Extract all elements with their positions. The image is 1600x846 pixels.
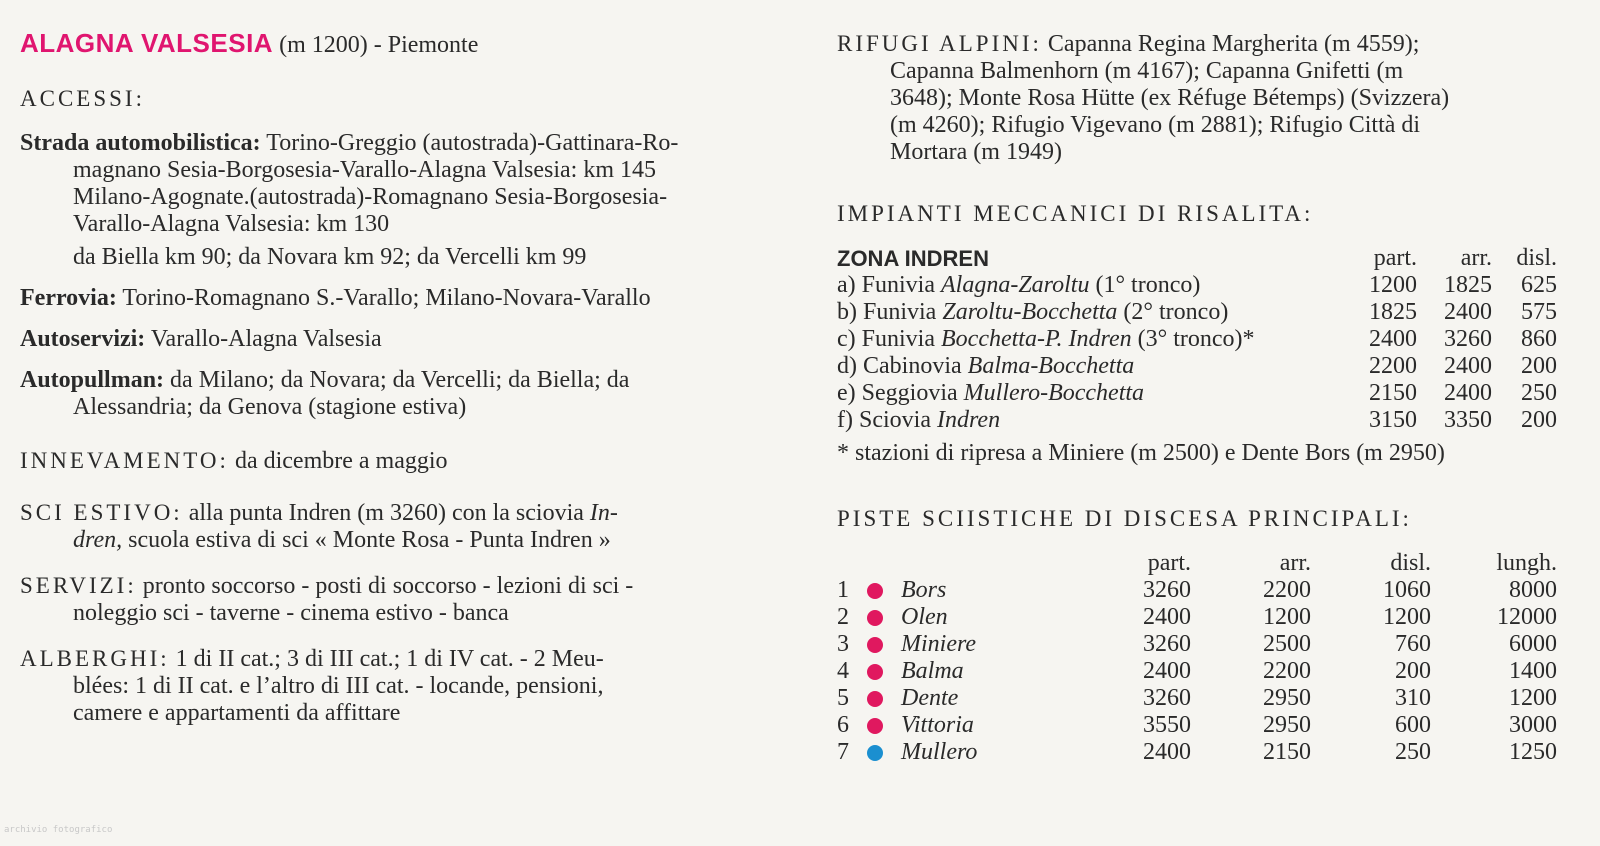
- autopullman-label: Autopullman:: [20, 367, 165, 393]
- pista-part: 3260: [1143, 685, 1191, 711]
- pista-name: Balma: [901, 658, 964, 684]
- autoservizi-section: [20, 326, 750, 353]
- impianto-part: 2150: [1369, 380, 1417, 406]
- pista-marker: [867, 631, 901, 658]
- servizi-label: SERVIZI:: [20, 573, 137, 598]
- impianto-name: Balma-Bocchetta: [967, 353, 1135, 379]
- pista-part: 3260: [1143, 577, 1191, 603]
- impianto-type: Sciovia: [858, 407, 931, 433]
- strada-line: Milano-Agognate.(autostrada)-Romagnano Sesia-Borgosesia-: [73, 184, 668, 210]
- difficulty-dot-icon: [867, 718, 883, 734]
- pista-disl: 310: [1395, 685, 1431, 711]
- alberghi-line: camere e appartamenti da affittare: [73, 700, 401, 726]
- impianti-header-row: [837, 245, 1557, 272]
- sci-estivo-text: alla punta Indren (m 3260) con la sciovia: [182, 500, 590, 526]
- difficulty-dot-icon: [867, 691, 883, 707]
- pista-number: 1: [837, 577, 849, 603]
- piste-header-row: [837, 550, 1557, 577]
- pista-row: [837, 631, 1557, 658]
- left-column: [20, 30, 750, 727]
- pista-arr: 2500: [1263, 631, 1311, 657]
- impianto-letter: b): [837, 299, 857, 325]
- right-column: [837, 30, 1572, 766]
- pista-number: 3: [837, 631, 849, 657]
- impianto-row: [837, 299, 1557, 326]
- impianto-type: Cabinovia: [863, 353, 962, 379]
- pista-part: 2400: [1143, 604, 1191, 630]
- impianto-disl: 200: [1521, 353, 1557, 379]
- autopullman-text: da Milano; da Novara; da Vercelli; da Biella; da: [164, 367, 630, 393]
- pista-name: Olen: [901, 604, 948, 630]
- sci-estivo-label: SCI ESTIVO:: [20, 500, 183, 525]
- impianto-part: 1825: [1369, 299, 1417, 325]
- pista-name: Miniere: [901, 631, 977, 657]
- pista-row: [837, 739, 1557, 766]
- pista-disl: 200: [1395, 658, 1431, 684]
- impianto-desc: [837, 407, 1342, 434]
- pista-name: Vittoria: [901, 712, 974, 738]
- impianto-part: 3150: [1369, 407, 1417, 433]
- pista-number: 4: [837, 658, 849, 684]
- pista-number: 2: [837, 604, 849, 630]
- innevamento-text: da dicembre a maggio: [228, 448, 448, 474]
- impianti-heading: IMPIANTI MECCANICI DI RISALITA:: [837, 201, 1314, 226]
- pista-lungh: 3000: [1509, 712, 1557, 738]
- strada-label: Strada automobilistica:: [20, 130, 261, 156]
- pista-lungh: 1400: [1509, 658, 1557, 684]
- pista-part: 2400: [1143, 739, 1191, 765]
- impianti-footnote: * stazioni di ripresa a Miniere (m 2500) e Dente Bors (m 2950): [837, 440, 1445, 466]
- strada-line: magnano Sesia-Borgosesia-Varallo-Alagna Valsesia: km 145: [73, 157, 656, 183]
- zona-label: ZONA INDREN: [837, 246, 989, 271]
- pista-lungh: 12000: [1497, 604, 1557, 630]
- watermark: archivio fotografico: [4, 825, 113, 835]
- pista-disl: 1200: [1383, 604, 1431, 630]
- strada-text: Torino-Greggio (autostrada)-Gattinara-Ro-: [260, 130, 679, 156]
- pista-marker: [867, 712, 901, 739]
- impianto-type: Funivia: [861, 272, 935, 298]
- pista-name: Dente: [901, 685, 959, 711]
- impianto-part: 2400: [1369, 326, 1417, 352]
- pista-marker: [867, 685, 901, 712]
- col-header: arr.: [1460, 245, 1492, 271]
- pista-number: 5: [837, 685, 849, 711]
- pista-part: 2400: [1143, 658, 1191, 684]
- pista-row: [837, 685, 1557, 712]
- autoservizi-text: Varallo-Alagna Valsesia: [145, 326, 382, 352]
- impianto-note: (1° tronco): [1095, 272, 1201, 298]
- autopullman-line: Alessandria; da Genova (stagione estiva): [73, 394, 467, 420]
- pista-lungh: 8000: [1509, 577, 1557, 603]
- page-title: ALAGNA VALSESIA: [20, 28, 274, 58]
- impianto-row: [837, 272, 1557, 299]
- pista-number: 7: [837, 739, 849, 765]
- pista-disl: 250: [1395, 739, 1431, 765]
- impianto-desc: [837, 380, 1342, 407]
- sci-estivo-ital: In-: [589, 500, 618, 526]
- pista-part: 3550: [1143, 712, 1191, 738]
- pista-part: 3260: [1143, 631, 1191, 657]
- innevamento-label: INNEVAMENTO:: [20, 448, 229, 473]
- rifugi-line: 3648); Monte Rosa Hütte (ex Réfuge Bétemps) (Svizzera): [890, 85, 1450, 111]
- impianto-desc: [837, 299, 1342, 326]
- impianto-disl: 200: [1521, 407, 1557, 433]
- impianto-arr: 1825: [1444, 272, 1492, 298]
- pista-lungh: 1200: [1509, 685, 1557, 711]
- pista-marker: [867, 604, 901, 631]
- autopullman-section: [20, 367, 750, 421]
- alberghi-section: [20, 645, 750, 727]
- pista-row: [837, 712, 1557, 739]
- pista-arr: 1200: [1263, 604, 1311, 630]
- strada-section: [20, 130, 750, 271]
- servizi-text: pronto soccorso - posti di soccorso - lezioni di sci -: [136, 573, 634, 599]
- piste-heading: PISTE SCIISTICHE DI DISCESA PRINCIPALI:: [837, 506, 1412, 531]
- difficulty-dot-icon: [867, 583, 883, 599]
- accessi-heading: ACCESSI:: [20, 86, 145, 111]
- autoservizi-label: Autoservizi:: [20, 326, 146, 352]
- difficulty-dot-icon: [867, 610, 883, 626]
- impianto-note: (2° tronco): [1123, 299, 1229, 325]
- impianto-row: [837, 380, 1557, 407]
- innevamento-section: [20, 447, 750, 475]
- impianto-name: Mullero-Bocchetta: [963, 380, 1145, 406]
- servizi-line: noleggio sci - taverne - cinema estivo - banca: [73, 600, 509, 626]
- pista-disl: 1060: [1383, 577, 1431, 603]
- pista-row: [837, 604, 1557, 631]
- impianto-arr: 2400: [1444, 299, 1492, 325]
- servizi-section: [20, 572, 750, 627]
- impianto-letter: c): [837, 326, 856, 352]
- impianto-disl: 250: [1521, 380, 1557, 406]
- sci-estivo-ital: dren,: [73, 527, 123, 553]
- pista-lungh: 1250: [1509, 739, 1557, 765]
- sci-estivo-text: scuola estiva di sci « Monte Rosa - Punta Indren »: [122, 527, 611, 553]
- difficulty-dot-icon: [867, 637, 883, 653]
- pista-name: Mullero: [901, 739, 978, 765]
- pista-disl: 760: [1395, 631, 1431, 657]
- impianto-desc: [837, 326, 1342, 353]
- rifugi-section: [837, 30, 1572, 166]
- ferrovia-section: [20, 285, 750, 312]
- pista-number: 6: [837, 712, 849, 738]
- impianto-letter: e): [837, 380, 856, 406]
- impianto-desc: [837, 353, 1342, 380]
- difficulty-dot-icon: [867, 664, 883, 680]
- impianto-part: 1200: [1369, 272, 1417, 298]
- col-header: lungh.: [1496, 550, 1557, 576]
- impianto-disl: 625: [1521, 272, 1557, 298]
- rifugi-line: (m 4260); Rifugio Vigevano (m 2881); Rifugio Città di: [890, 112, 1421, 138]
- impianto-arr: 3260: [1444, 326, 1492, 352]
- impianto-arr: 2400: [1444, 380, 1492, 406]
- pista-arr: 2200: [1263, 658, 1311, 684]
- ferrovia-text: Torino-Romagnano S.-Varallo; Milano-Novara-Varallo: [116, 285, 651, 311]
- impianto-part: 2200: [1369, 353, 1417, 379]
- col-header: disl.: [1516, 245, 1557, 271]
- pista-row: [837, 577, 1557, 604]
- pista-marker: [867, 658, 901, 685]
- rifugi-line: Capanna Balmenhorn (m 4167); Capanna Gnifetti (m: [890, 58, 1404, 84]
- rifugi-label: RIFUGI ALPINI:: [837, 31, 1042, 56]
- impianto-disl: 860: [1521, 326, 1557, 352]
- impianto-desc: [837, 272, 1342, 299]
- col-header: disl.: [1390, 550, 1431, 576]
- pista-disl: 600: [1395, 712, 1431, 738]
- header-line: [20, 30, 750, 59]
- impianto-letter: a): [837, 272, 856, 298]
- alberghi-label: ALBERGHI:: [20, 646, 170, 671]
- title-suffix: (m 1200) - Piemonte: [273, 32, 479, 58]
- impianto-type: Funivia: [863, 299, 937, 325]
- alberghi-line: blées: 1 di II cat. e l’altro di III cat. - locande, pensioni,: [73, 673, 604, 699]
- strada-line: Varallo-Alagna Valsesia: km 130: [73, 211, 390, 237]
- impianto-type: Seggiovia: [861, 380, 958, 406]
- impianto-note: (3° tronco)*: [1137, 326, 1255, 352]
- strada-line: da Biella km 90; da Novara km 92; da Vercelli km 99: [73, 244, 587, 270]
- ferrovia-label: Ferrovia:: [20, 285, 117, 311]
- impianto-disl: 575: [1521, 299, 1557, 325]
- sci-estivo-section: [20, 499, 750, 554]
- impianto-type: Funivia: [861, 326, 935, 352]
- col-header: part.: [1373, 245, 1417, 271]
- impianto-letter: f): [837, 407, 853, 433]
- pista-arr: 2200: [1263, 577, 1311, 603]
- impianti-table: [837, 245, 1557, 434]
- pista-arr: 2950: [1263, 685, 1311, 711]
- rifugi-line: Mortara (m 1949): [890, 139, 1062, 165]
- col-header: arr.: [1279, 550, 1311, 576]
- pista-row: [837, 658, 1557, 685]
- impianto-row: [837, 407, 1557, 434]
- piste-table: [837, 550, 1557, 766]
- impianto-name: Zaroltu-Bocchetta: [942, 299, 1118, 325]
- impianto-letter: d): [837, 353, 857, 379]
- pista-marker: [867, 577, 901, 604]
- impianto-arr: 3350: [1444, 407, 1492, 433]
- pista-marker: [867, 739, 901, 766]
- alberghi-text: 1 di II cat.; 3 di III cat.; 1 di IV cat. - 2 Meu-: [169, 646, 604, 672]
- pista-name: Bors: [901, 577, 947, 603]
- difficulty-dot-icon: [867, 745, 883, 761]
- impianto-row: [837, 353, 1557, 380]
- pista-arr: 2150: [1263, 739, 1311, 765]
- impianto-row: [837, 326, 1557, 353]
- impianto-name: Bocchetta-P. Indren: [941, 326, 1132, 352]
- pista-arr: 2950: [1263, 712, 1311, 738]
- col-header: part.: [1147, 550, 1191, 576]
- pista-lungh: 6000: [1509, 631, 1557, 657]
- rifugi-text: Capanna Regina Margherita (m 4559);: [1041, 31, 1420, 57]
- impianto-name: Alagna-Zaroltu: [941, 272, 1090, 298]
- impianto-name: Indren: [936, 407, 1001, 433]
- impianto-arr: 2400: [1444, 353, 1492, 379]
